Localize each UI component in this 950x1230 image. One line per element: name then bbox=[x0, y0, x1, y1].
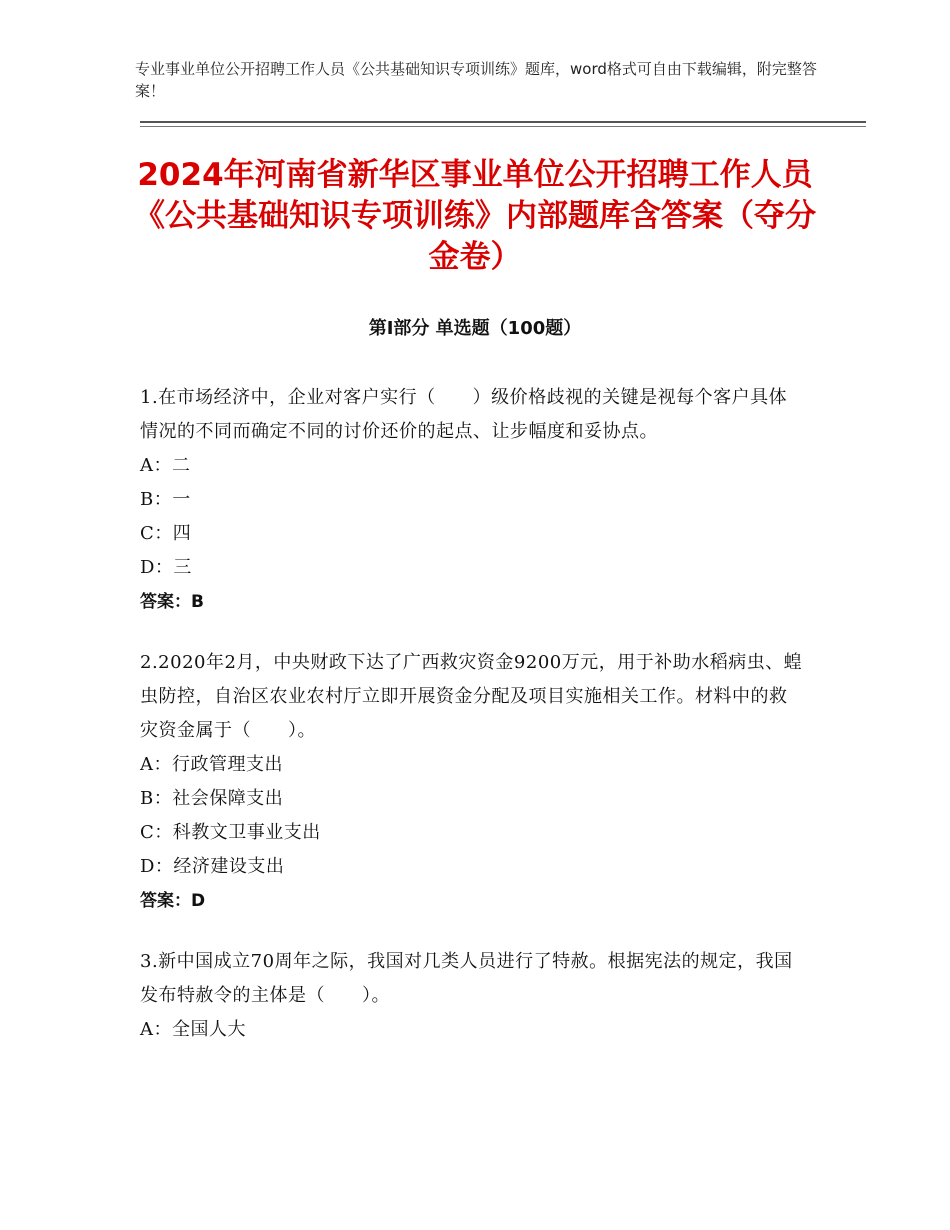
option-c: C：科教文卫事业支出 bbox=[140, 822, 321, 843]
option-b: B：社会保障支出 bbox=[140, 788, 284, 809]
option-d: D：经济建设支出 bbox=[140, 856, 285, 877]
document-title: 2024年河南省新华区事业单位公开招聘工作人员《公共基础知识专项训练》内部题库含答案（夺分金卷） bbox=[134, 157, 816, 275]
question-stem: 1.在市场经济中，企业对客户实行（ ）级价格歧视的关键是视每个客户具体情况的不同而确定不同的讨价还价的起点、让步幅度和妥协点。 bbox=[140, 387, 788, 442]
option-a: A：二 bbox=[140, 455, 191, 476]
option-a: A：全国人大 bbox=[140, 1019, 246, 1040]
option-a: A：行政管理支出 bbox=[140, 754, 283, 775]
option-c: C：四 bbox=[140, 523, 192, 544]
option-b: B：一 bbox=[140, 489, 191, 510]
header-divider-thin bbox=[140, 126, 866, 127]
header-divider-thick bbox=[140, 121, 866, 123]
option-d: D：三 bbox=[140, 557, 192, 578]
question-stem: 3.新中国成立70周年之际，我国对几类人员进行了特赦。根据宪法的规定，我国发布特赦令的主体是（ ）。 bbox=[140, 951, 793, 1006]
answer-line: 答案：D bbox=[140, 891, 206, 911]
question-3 bbox=[140, 945, 805, 1047]
question-list bbox=[140, 381, 805, 1074]
section-heading: 第Ⅰ部分 单选题（100题） bbox=[368, 318, 582, 339]
question-1 bbox=[140, 381, 805, 619]
question-2 bbox=[140, 646, 805, 918]
question-stem: 2.2020年2月，中央财政下达了广西救灾资金9200万元，用于补助水稻病虫、蝗虫防控，自治区农业农村厅立即开展资金分配及项目实施相关工作。材料中的救灾资金属于（ ）。 bbox=[140, 652, 803, 741]
answer-line: 答案：B bbox=[140, 592, 204, 612]
header-note: 专业事业单位公开招聘工作人员《公共基础知识专项训练》题库，word格式可自由下载编辑，附完整答案！ bbox=[135, 60, 817, 100]
